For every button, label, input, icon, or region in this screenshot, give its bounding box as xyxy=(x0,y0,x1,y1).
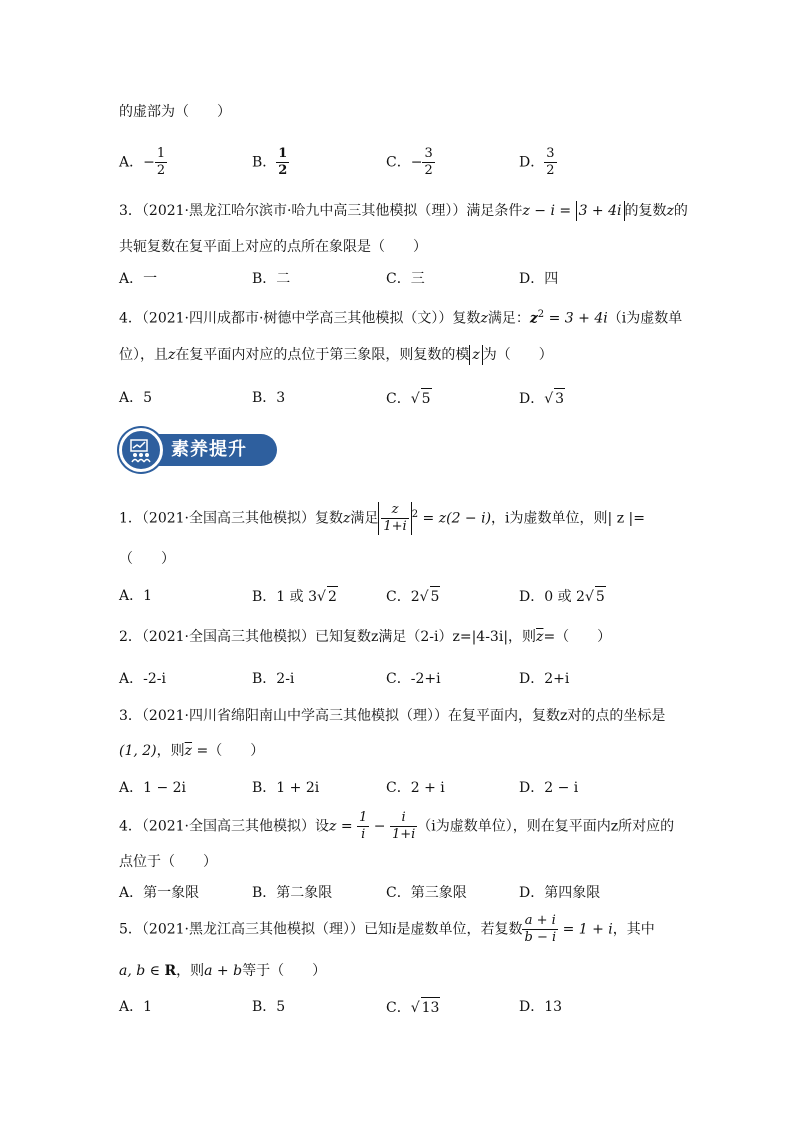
denominator: i xyxy=(361,827,366,842)
question-text: （i为虚数单 xyxy=(607,310,683,327)
question-text: 为（ ） xyxy=(482,347,553,363)
question-text: 位），且 xyxy=(119,347,168,363)
fraction xyxy=(381,502,408,535)
option-b: B．3 xyxy=(252,390,286,406)
option-d xyxy=(519,146,557,179)
option-b: B．2-i xyxy=(252,671,295,687)
condition-abs: 3 + 4i xyxy=(576,201,625,221)
variable-z: z xyxy=(666,203,674,219)
fraction xyxy=(155,146,167,179)
question-text: 满足： xyxy=(487,310,530,327)
section-question-4-line-2: 点位于（ ） xyxy=(119,854,217,870)
question-text: 5．（2021·黑龙江高三其他模拟（理））已知 xyxy=(119,921,392,938)
option-label: D． xyxy=(519,391,545,407)
numerator: 1 xyxy=(156,146,166,161)
option-c: C．三 xyxy=(386,271,425,287)
option-d: D．四 xyxy=(519,271,559,287)
sqrt-value: 5 xyxy=(421,388,432,409)
people-chart-icon xyxy=(119,428,163,472)
option-label: D． xyxy=(519,154,545,171)
fraction xyxy=(390,810,417,843)
question-text: ，则 xyxy=(176,963,205,979)
option-label: B．1 或 3 xyxy=(252,589,318,605)
option-label: C． xyxy=(386,391,411,407)
variable-z: z xyxy=(343,510,351,527)
section-question-5-line-1 xyxy=(119,913,655,946)
numerator: i xyxy=(390,810,417,827)
question-4-line-1 xyxy=(119,305,682,329)
section-question-4-line-1: 4．（2021·全国高三其他模拟）设z = $\frac{1}{i}$ − $\frac{i}{1+i}$ （i为虚数单位），则在复平面内z所对应的 xyxy=(119,810,675,842)
option-c: C．-2+i xyxy=(386,671,441,687)
modulus-z: z xyxy=(469,345,482,365)
option-d: D．0 或 2√ 5 xyxy=(519,586,606,607)
option-b: B．二 xyxy=(252,271,291,287)
option-d: D．2+i xyxy=(519,671,570,687)
option-sign: − xyxy=(143,154,155,171)
option-d: D．2 − i xyxy=(519,780,579,796)
fraction xyxy=(357,810,369,843)
option-b: B．1 + 2i xyxy=(252,780,320,796)
condition-left: z − i = xyxy=(522,203,576,219)
option-label: C． xyxy=(386,154,411,171)
option-b: B．第二象限 xyxy=(252,885,333,901)
question-text: 等于（ ） xyxy=(242,963,327,979)
section-banner xyxy=(119,428,277,472)
abs-fraction xyxy=(378,502,411,535)
banner-title: 素养提升 xyxy=(171,439,247,460)
numerator: 1 xyxy=(359,810,368,825)
numerator: 3 xyxy=(546,146,555,161)
option-c xyxy=(386,146,435,179)
option-c: C．√ 5 xyxy=(386,388,432,409)
numerator: a + i xyxy=(522,913,558,930)
imaginary-unit: i xyxy=(392,921,397,938)
equation-rest: = 3 + 4i xyxy=(544,310,608,327)
denominator: 2 xyxy=(156,163,166,178)
question-text: 是虚数单位，若复数 xyxy=(396,921,523,938)
option-b: B．1 或 3√ 2 xyxy=(252,586,338,607)
question-text: ，则 xyxy=(156,743,185,759)
question-text: 2．（2021·全国高三其他模拟）已知复数z满足（2-i）z=|4-3i|，则 xyxy=(119,629,537,645)
real-set: R xyxy=(164,963,177,979)
option-a: A．1 xyxy=(119,588,153,604)
question-text: 4．（2021·四川成都市·树德中学高三其他模拟（文））复数 xyxy=(119,310,481,327)
equation-rest: = z(2 − i) xyxy=(418,510,492,527)
option-c: C．2√ 5 xyxy=(386,586,440,607)
sqrt-value: 2 xyxy=(327,586,338,607)
variable-z: z xyxy=(480,310,488,327)
sqrt-value: 3 xyxy=(554,388,565,409)
denominator: b − i xyxy=(524,930,557,945)
fraction xyxy=(276,146,289,179)
option-label: A． xyxy=(119,154,144,171)
section-question-3-line-1: 3．（2021·四川省绵阳南山中学高三其他模拟（理））在复平面内，复数z对的点的坐标是 xyxy=(119,708,666,724)
numerator: 1 xyxy=(278,146,288,161)
option-a: A．-2-i xyxy=(119,671,166,687)
option-d: D．第四象限 xyxy=(519,885,601,901)
question-text: 4．（2021·全国高三其他模拟）设 xyxy=(119,818,329,835)
question-text: =（ ） xyxy=(543,629,612,645)
option-a: A．一 xyxy=(119,271,158,287)
question-3-line-1 xyxy=(119,201,688,221)
option-a: A．第一象限 xyxy=(119,885,200,901)
expression: a + b xyxy=(204,963,243,979)
option-c: C．第三象限 xyxy=(386,885,467,901)
question-tail: 的虚部为（ ） xyxy=(119,104,231,120)
coordinate: (1, 2) xyxy=(119,743,157,759)
variable-z: z xyxy=(168,347,176,363)
exponent: 2 xyxy=(537,309,545,320)
fraction xyxy=(544,146,556,179)
equation-z: z xyxy=(529,310,538,327)
option-label: B． xyxy=(252,154,277,171)
numerator: 3 xyxy=(424,146,433,161)
option-d: D．√ 3 xyxy=(519,388,565,409)
question-text: ，i为虚数单位，则| z |= xyxy=(491,510,645,527)
fraction xyxy=(422,146,434,179)
section-question-2-line-1 xyxy=(119,627,611,647)
option-label: C． xyxy=(386,1000,411,1016)
question-text: =（ ） xyxy=(192,743,265,759)
equation-left: z = xyxy=(329,818,358,835)
exponent: 2 xyxy=(411,508,419,520)
section-question-1-line-1 xyxy=(119,502,645,535)
question-text: 在复平面内对应的点位于第三象限，则复数的模 xyxy=(175,347,470,363)
question-text: 满足 xyxy=(350,510,379,527)
option-label: C．2 xyxy=(386,589,420,605)
section-question-3-line-2 xyxy=(119,741,264,761)
denominator: 2 xyxy=(546,163,555,178)
question-3-line-2: 共轭复数在复平面上对应的点所在象限是（ ） xyxy=(119,239,427,255)
sqrt-value: 5 xyxy=(595,586,606,607)
option-c: C．2 + i xyxy=(386,780,445,796)
section-question-5-line-2 xyxy=(119,961,326,981)
option-b: B．5 xyxy=(252,999,286,1015)
denominator: 1+i xyxy=(383,519,407,534)
option-c: C．√ 13 xyxy=(386,997,440,1018)
option-a: A．5 xyxy=(119,390,153,406)
question-4-line-2 xyxy=(119,345,553,365)
option-b xyxy=(252,146,289,179)
question-text: 1．（2021·全国高三其他模拟）复数 xyxy=(119,510,343,527)
option-a: A．1 xyxy=(119,999,153,1015)
option-sign: − xyxy=(410,154,423,171)
question-text: 3．（2021·黑龙江哈尔滨市·哈九中高三其他模拟（理））满足条件 xyxy=(119,203,523,219)
denominator: 1+i xyxy=(391,827,416,842)
set-condition: a, b ∈ xyxy=(119,963,165,979)
numerator: z xyxy=(381,502,408,519)
question-text: 的复数 xyxy=(624,203,667,219)
sqrt-value: 13 xyxy=(421,997,441,1018)
question-text: 的 xyxy=(673,203,688,219)
fraction xyxy=(522,913,558,946)
question-text: （i为虚数单位），则在复平面内z所对应的 xyxy=(417,818,675,835)
option-d: D．13 xyxy=(519,999,563,1015)
conjugate-z: $\overline{z}$ xyxy=(536,629,544,645)
denominator: 2 xyxy=(424,163,433,178)
question-text: ，其中 xyxy=(612,921,655,938)
sqrt-value: 5 xyxy=(430,586,441,607)
section-question-1-line-2: （ ） xyxy=(119,551,175,567)
option-a: A．1 − 2i xyxy=(119,780,187,796)
denominator: 2 xyxy=(278,163,288,178)
option-a xyxy=(119,146,167,179)
option-label: D．0 或 2 xyxy=(519,589,585,605)
conjugate-z: $\overline{z}$ xyxy=(184,743,193,759)
equation-rest: = 1 + i xyxy=(558,921,613,938)
